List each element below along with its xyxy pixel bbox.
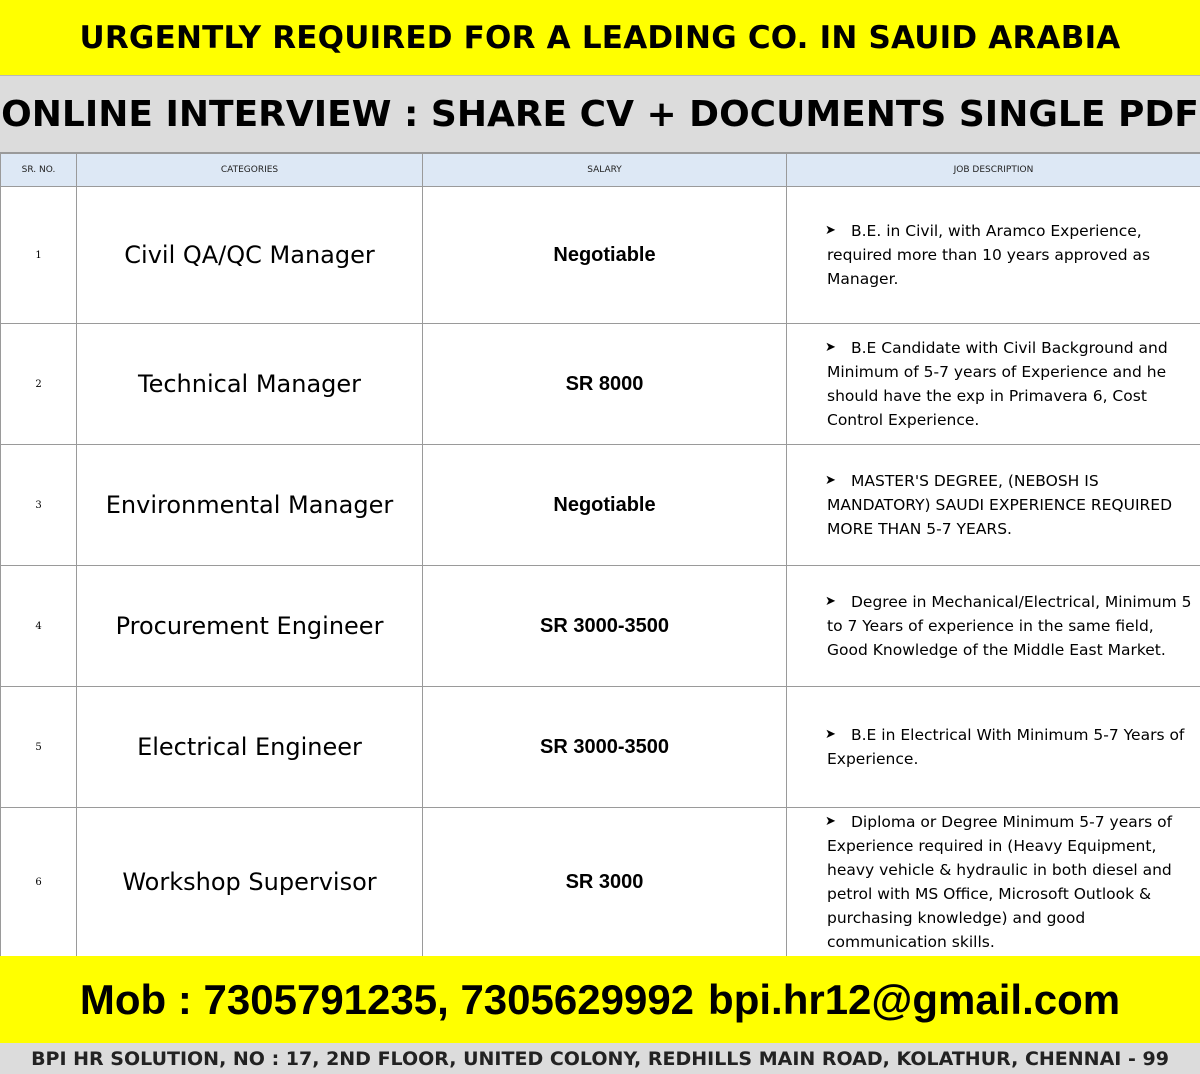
- sr-no-cell: 4: [1, 566, 77, 687]
- table-row: [1, 187, 1200, 324]
- arrowhead-bullet-icon: ➤: [825, 473, 836, 488]
- salary-cell: Negotiable: [423, 187, 787, 324]
- sr-no-cell: 2: [1, 324, 77, 445]
- arrowhead-bullet-icon: ➤: [825, 814, 836, 829]
- arrowhead-bullet-icon: ➤: [825, 594, 836, 609]
- job-description-cell: [787, 445, 1200, 566]
- salary-cell: SR 3000-3500: [423, 566, 787, 687]
- headline-banner: [0, 0, 1200, 76]
- contact-banner: [0, 956, 1200, 1043]
- salary-cell: SR 3000: [423, 808, 787, 957]
- sr-no-cell: 5: [1, 687, 77, 808]
- job-description-cell: [787, 566, 1200, 687]
- address-footer: [0, 1043, 1200, 1074]
- contact-email[interactable]: bpi.hr12@gmail.com: [708, 975, 1121, 1023]
- job-description-text: B.E. in Civil, with Aramco Experience, required more than 10 years approved as Manager.: [827, 222, 1151, 288]
- job-description-text: MASTER'S DEGREE, (NEBOSH IS MANDATORY) SAUDI EXPERIENCE REQUIRED MORE THAN 5-7 YEARS.: [827, 472, 1173, 538]
- salary-cell: SR 8000: [423, 324, 787, 445]
- column-header-salary: SALARY: [423, 154, 787, 187]
- interview-subtitle: ONLINE INTERVIEW : SHARE CV + DOCUMENTS SINGLE PDF: [1, 93, 1199, 135]
- arrowhead-bullet-icon: ➤: [825, 340, 836, 355]
- job-description-text: Diploma or Degree Minimum 5-7 years of Experience required in (Heavy Equipment, heavy vehicle & hydraulic in both diesel and petrol with MS Office, Microsoft Outlook & purchasing knowledge) and good communication skills.: [827, 813, 1173, 951]
- sr-no-cell: 1: [1, 187, 77, 324]
- table-row: [1, 566, 1200, 687]
- sr-no-cell: 6: [1, 808, 77, 957]
- sr-no-cell: 3: [1, 445, 77, 566]
- job-description-cell: [787, 808, 1200, 957]
- salary-cell: SR 3000-3500: [423, 687, 787, 808]
- job-description-text: B.E in Electrical With Minimum 5-7 Years of Experience.: [827, 726, 1185, 768]
- category-cell: Environmental Manager: [77, 445, 423, 566]
- category-cell: Electrical Engineer: [77, 687, 423, 808]
- category-cell: Civil QA/QC Manager: [77, 187, 423, 324]
- headline-title: URGENTLY REQUIRED FOR A LEADING CO. IN SAUID ARABIA: [79, 19, 1121, 56]
- category-cell: Technical Manager: [77, 324, 423, 445]
- interview-banner: [0, 76, 1200, 153]
- table-row: [1, 687, 1200, 808]
- category-cell: Procurement Engineer: [77, 566, 423, 687]
- jobs-table: [0, 153, 1200, 957]
- table-row: [1, 808, 1200, 957]
- job-description-text: Degree in Mechanical/Electrical, Minimum 5 to 7 Years of experience in the same field, Good Knowledge of the Middle East Market.: [827, 593, 1192, 659]
- arrowhead-bullet-icon: ➤: [825, 223, 836, 238]
- arrowhead-bullet-icon: ➤: [825, 727, 836, 742]
- company-address: BPI HR SOLUTION, NO : 17, 2ND FLOOR, UNITED COLONY, REDHILLS MAIN ROAD, KOLATHUR, CHENNAI - 99: [31, 1047, 1169, 1070]
- salary-cell: Negotiable: [423, 445, 787, 566]
- mobile-numbers: Mob : 7305791235, 7305629992: [79, 975, 695, 1023]
- job-description-text: B.E Candidate with Civil Background and Minimum of 5-7 years of Experience and he should have the exp in Primavera 6, Cost Control Experience.: [827, 339, 1168, 429]
- column-header-sr-no: SR. NO.: [1, 154, 77, 187]
- table-row: [1, 324, 1200, 445]
- job-description-cell: [787, 324, 1200, 445]
- category-cell: Workshop Supervisor: [77, 808, 423, 957]
- job-description-cell: [787, 687, 1200, 808]
- job-description-cell: [787, 187, 1200, 324]
- column-header-categories: CATEGORIES: [77, 154, 423, 187]
- table-row: [1, 445, 1200, 566]
- column-header-job-description: JOB DESCRIPTION: [787, 154, 1200, 187]
- table-header-row: [1, 154, 1200, 187]
